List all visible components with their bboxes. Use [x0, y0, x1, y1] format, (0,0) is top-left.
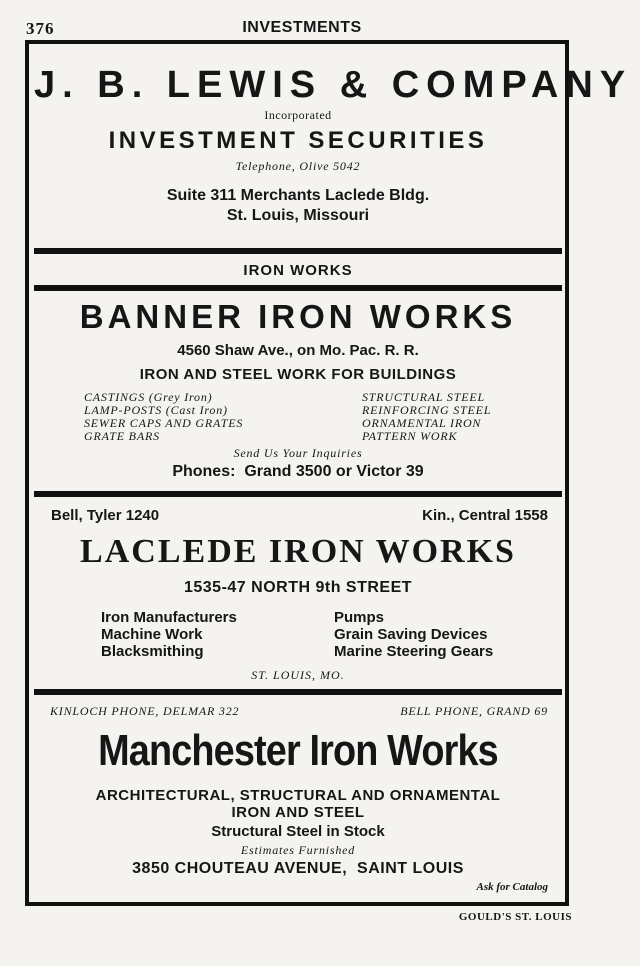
running-head: INVESTMENTS — [242, 19, 362, 36]
laclede-ad — [34, 497, 562, 687]
manchester-description-line-1: ARCHITECTURAL, STRUCTURAL AND ORNAMENTAL — [95, 787, 501, 804]
service-item: Machine Work — [101, 626, 203, 643]
product-item: CASTINGS (Grey Iron) — [84, 390, 213, 404]
manchester-name: Manchester Iron Works — [98, 726, 498, 775]
lewis-address-line-2: St. Louis, Missouri — [226, 207, 370, 224]
product-item: PATTERN WORK — [362, 429, 458, 443]
service-item: Iron Manufacturers — [101, 609, 237, 626]
laclede-phone-left: Bell, Tyler 1240 — [51, 507, 160, 524]
lewis-address-line-1: Suite 311 Merchants Laclede Bldg. — [166, 187, 430, 204]
section-rule — [34, 285, 562, 291]
manchester-phone-left: KINLOCH PHONE, DELMAR 322 — [50, 704, 240, 718]
lewis-name: J. B. LEWIS & COMPANY — [34, 64, 633, 106]
page-number: 376 — [26, 19, 55, 38]
service-item: Marine Steering Gears — [334, 643, 494, 660]
manchester-estimates: Estimates Furnished — [240, 843, 356, 857]
laclede-name: LACLEDE IRON WORKS — [80, 533, 516, 570]
manchester-phone-right: BELL PHONE, GRAND 69 — [400, 704, 548, 718]
manchester-address: 3850 CHOUTEAU AVENUE, SAINT LOUIS — [132, 860, 464, 877]
banner-ad — [34, 292, 562, 490]
service-item: Blacksmithing — [101, 643, 204, 660]
product-item: GRATE BARS — [84, 429, 160, 443]
banner-inquiries: Send Us Your Inquiries — [233, 446, 363, 460]
service-item: Pumps — [334, 609, 385, 626]
product-item: REINFORCING STEEL — [362, 403, 492, 417]
lewis-ad — [34, 44, 633, 246]
laclede-service-lists — [101, 609, 493, 660]
manchester-catalog: Ask for Catalog — [476, 881, 548, 893]
laclede-services-left — [101, 609, 334, 660]
banner-products-right — [362, 391, 491, 443]
banner-name: BANNER IRON WORKS — [79, 298, 517, 335]
banner-address: 4560 Shaw Ave., on Mo. Pac. R. R. — [177, 342, 419, 359]
laclede-services-right — [334, 609, 493, 660]
publisher-credit: GOULD'S ST. LOUIS — [458, 911, 572, 923]
section-rule — [34, 248, 562, 254]
manchester-ad — [34, 695, 562, 902]
banner-products-left — [84, 391, 362, 443]
banner-specialty: IRON AND STEEL WORK FOR BUILDINGS — [139, 366, 457, 383]
lewis-telephone: Telephone, Olive 5042 — [235, 159, 361, 173]
lewis-tagline: INVESTMENT SECURITIES — [108, 127, 488, 154]
product-item: SEWER CAPS AND GRATES — [84, 416, 244, 430]
banner-phones: Phones: Grand 3500 or Victor 39 — [172, 463, 424, 480]
laclede-address: 1535-47 NORTH 9th STREET — [183, 579, 413, 596]
banner-product-lists — [84, 391, 491, 443]
laclede-phone-right: Kin., Central 1558 — [422, 507, 548, 524]
manchester-stock: Structural Steel in Stock — [211, 823, 385, 840]
product-item: STRUCTURAL STEEL — [362, 390, 485, 404]
iron-works-heading: IRON WORKS — [243, 262, 353, 279]
section-heading — [34, 262, 562, 282]
laclede-city: ST. LOUIS, MO. — [251, 668, 345, 682]
lewis-incorporated: Incorporated — [264, 108, 332, 122]
manchester-description-line-2: IRON AND STEEL — [231, 804, 365, 821]
product-item: ORNAMENTAL IRON — [362, 416, 482, 430]
product-item: LAMP-POSTS (Cast Iron) — [84, 403, 228, 417]
service-item: Grain Saving Devices — [334, 626, 488, 643]
